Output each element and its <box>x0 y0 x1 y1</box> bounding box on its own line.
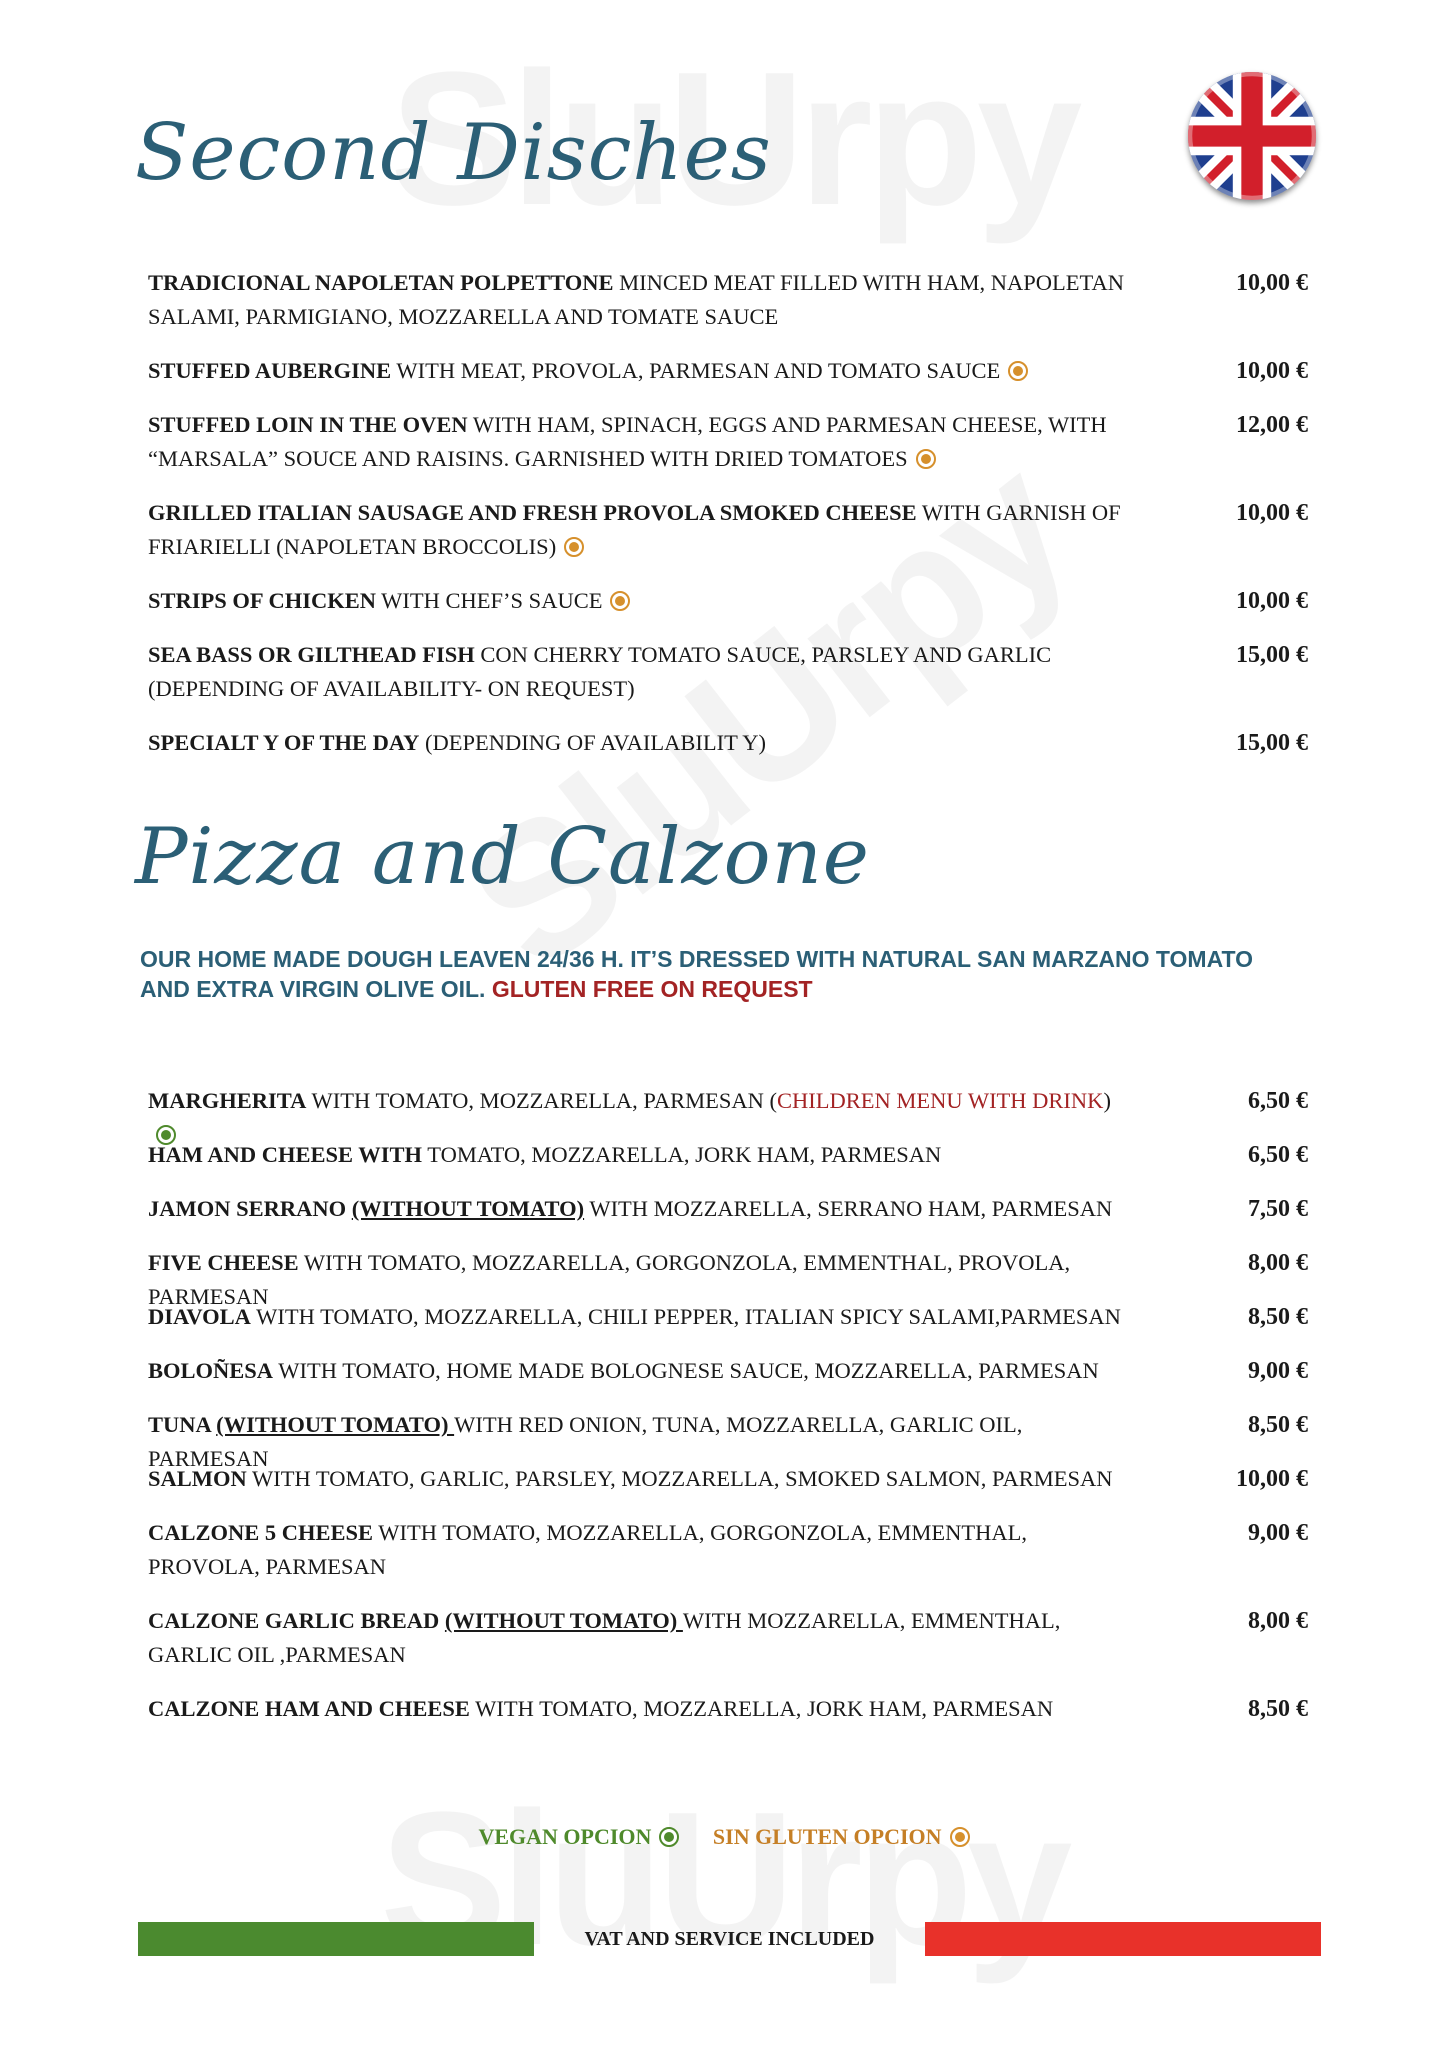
children-menu-note: CHILDREN MENU WITH DRINK <box>777 1088 1104 1113</box>
item-name: JAMON SERRANO <box>148 1196 352 1221</box>
item-name: TUNA <box>148 1412 217 1437</box>
item-description: MINCED MEAT FILLED WITH HAM, NAPOLETAN SALAMI, PARMIGIANO, MOZZARELLA AND TOMATE SAUCE <box>148 270 1124 329</box>
item-description: TOMATO, MOZZARELLA, JORK HAM, PARMESAN <box>422 1142 942 1167</box>
item-description: (DEPENDING OF AVAILABILIT Y) <box>419 730 767 755</box>
item-price: 7,50 € <box>1248 1196 1308 1222</box>
without-tomato-note: (WITHOUT TOMATO) <box>444 1608 683 1633</box>
item-description: WITH GARNISH OF FRIARIELLI (NAPOLETAN BROCCOLIS) <box>148 500 1121 559</box>
menu-item <box>148 1604 1308 1672</box>
item-name: CALZONE GARLIC BREAD <box>148 1608 445 1633</box>
menu-item <box>148 1692 1308 1726</box>
item-name: GRILLED ITALIAN SAUSAGE AND FRESH PROVOLA SMOKED CHEESE <box>148 500 917 525</box>
gluten-free-legend-label: SIN GLUTEN OPCION <box>712 1824 942 1849</box>
menu-item <box>148 354 1308 388</box>
item-name: STUFFED LOIN IN THE OVEN <box>148 412 468 437</box>
item-price: 8,50 € <box>1248 1412 1308 1438</box>
item-name: CALZONE 5 CHEESE <box>148 1520 374 1545</box>
item-description: WITH TOMATO, MOZZARELLA, GORGONZOLA, EMMENTHAL, PROVOLA, PARMESAN <box>148 1520 1027 1579</box>
item-description: WITH MOZZARELLA, SERRANO HAM, PARMESAN <box>584 1196 1113 1221</box>
item-description: CON CHERRY TOMATO SAUCE, PARSLEY AND GARLIC (DEPENDING OF AVAILABILITY- ON REQUEST) <box>148 642 1052 701</box>
menu-item <box>148 408 1308 476</box>
item-name: FIVE CHEESE <box>148 1250 299 1275</box>
menu-item <box>148 266 1308 334</box>
item-name: STUFFED AUBERGINE <box>148 358 392 383</box>
item-name: SPECIALT Y OF THE DAY <box>148 730 420 755</box>
item-price: 9,00 € <box>1248 1520 1308 1546</box>
item-name: BOLOÑESA <box>148 1358 274 1383</box>
menu-item <box>148 1138 1308 1172</box>
item-name: TRADICIONAL NAPOLETAN POLPETTONE <box>148 270 614 295</box>
item-price: 10,00 € <box>1236 500 1308 526</box>
item-price: 8,50 € <box>1248 1304 1308 1330</box>
dietary-legend <box>0 1824 1448 1850</box>
vegan-legend <box>478 1824 679 1849</box>
without-tomato-note: (WITHOUT TOMATO) <box>216 1412 455 1437</box>
dough-intro <box>140 944 1290 1004</box>
item-price: 10,00 € <box>1236 358 1308 384</box>
gluten-free-marker-icon <box>610 591 630 611</box>
without-tomato-note: (WITHOUT TOMATO) <box>351 1196 585 1221</box>
intro-text: OUR HOME MADE DOUGH LEAVEN 24/36 H. IT’S DRESSED WITH NATURAL SAN MARZANO TOMATO AND EXTRA VIRGIN OLIVE OIL. <box>140 946 1254 1002</box>
item-description-end: ) <box>1103 1088 1111 1113</box>
gluten-free-marker-icon <box>1008 361 1028 381</box>
item-name: STRIPS OF CHICKEN <box>148 588 376 613</box>
item-price: 8,00 € <box>1248 1608 1308 1634</box>
item-price: 10,00 € <box>1236 1466 1308 1492</box>
item-name: HAM AND CHEESE WITH <box>148 1142 423 1167</box>
item-price: 15,00 € <box>1236 730 1308 756</box>
gluten-free-marker-icon <box>564 537 584 557</box>
item-name: CALZONE HAM AND CHEESE <box>148 1696 470 1721</box>
menu-item <box>148 726 1308 760</box>
item-description: WITH HAM, SPINACH, EGGS AND PARMESAN CHEESE, WITH “MARSALA” SOUCE AND RAISINS. GARNISHED WITH DRIED TOMATOES <box>148 412 1107 471</box>
gluten-free-note: GLUTEN FREE ON REQUEST <box>491 976 813 1002</box>
item-price: 6,50 € <box>1248 1088 1308 1114</box>
menu-item <box>148 638 1308 706</box>
vat-notice: VAT AND SERVICE INCLUDED <box>584 1928 875 1950</box>
item-description: WITH TOMATO, MOZZARELLA, CHILI PEPPER, ITALIAN SPICY SALAMI,PARMESAN <box>250 1304 1121 1329</box>
item-price: 6,50 € <box>1248 1142 1308 1168</box>
menu-item <box>148 1516 1308 1584</box>
menu-item <box>148 1300 1308 1334</box>
item-description: WITH TOMATO, HOME MADE BOLOGNESE SAUCE, MOZZARELLA, PARMESAN <box>273 1358 1099 1383</box>
item-price: 9,00 € <box>1248 1358 1308 1384</box>
item-name: SEA BASS OR GILTHEAD FISH <box>148 642 475 667</box>
item-description: WITH CHEF’S SAUCE <box>375 588 603 613</box>
flag-bar-red <box>925 1922 1321 1956</box>
section-title-pizza: Pizza and Calzone <box>135 812 870 902</box>
item-description: WITH TOMATO, MOZZARELLA, PARMESAN ( <box>306 1088 777 1113</box>
item-price: 12,00 € <box>1236 412 1308 438</box>
item-price: 8,00 € <box>1248 1250 1308 1276</box>
item-description: WITH MEAT, PROVOLA, PARMESAN AND TOMATO SAUCE <box>391 358 1001 383</box>
item-description: WITH TOMATO, GARLIC, PARSLEY, MOZZARELLA, SMOKED SALMON, PARMESAN <box>246 1466 1113 1491</box>
menu-item <box>148 1192 1308 1226</box>
gluten-free-marker-icon <box>916 449 936 469</box>
section-title-second-dishes: Second Disches <box>135 108 772 198</box>
item-description: WITH RED ONION, TUNA, MOZZARELLA, GARLIC OIL, PARMESAN <box>148 1412 1023 1471</box>
item-price: 10,00 € <box>1236 588 1308 614</box>
gluten-free-legend <box>713 1824 970 1849</box>
item-description: WITH TOMATO, MOZZARELLA, GORGONZOLA, EMMENTHAL, PROVOLA, PARMESAN <box>148 1250 1071 1309</box>
uk-flag-icon <box>1188 72 1316 200</box>
item-name: SALMON <box>148 1466 247 1491</box>
item-price: 10,00 € <box>1236 270 1308 296</box>
menu-item <box>148 496 1308 564</box>
flag-bar-green <box>138 1922 534 1956</box>
item-name: MARGHERITA <box>148 1088 307 1113</box>
item-name: DIAVOLA <box>148 1304 251 1329</box>
item-price: 15,00 € <box>1236 642 1308 668</box>
vegan-marker-icon <box>659 1827 679 1847</box>
item-price: 8,50 € <box>1248 1696 1308 1722</box>
menu-item <box>148 1462 1308 1496</box>
vegan-legend-label: VEGAN OPCION <box>478 1824 652 1849</box>
menu-item <box>148 1354 1308 1388</box>
item-description: WITH TOMATO, MOZZARELLA, JORK HAM, PARMESAN <box>469 1696 1054 1721</box>
gluten-free-marker-icon <box>950 1827 970 1847</box>
menu-item <box>148 584 1308 618</box>
item-description: WITH MOZZARELLA, EMMENTHAL, GARLIC OIL ,PARMESAN <box>148 1608 1061 1667</box>
